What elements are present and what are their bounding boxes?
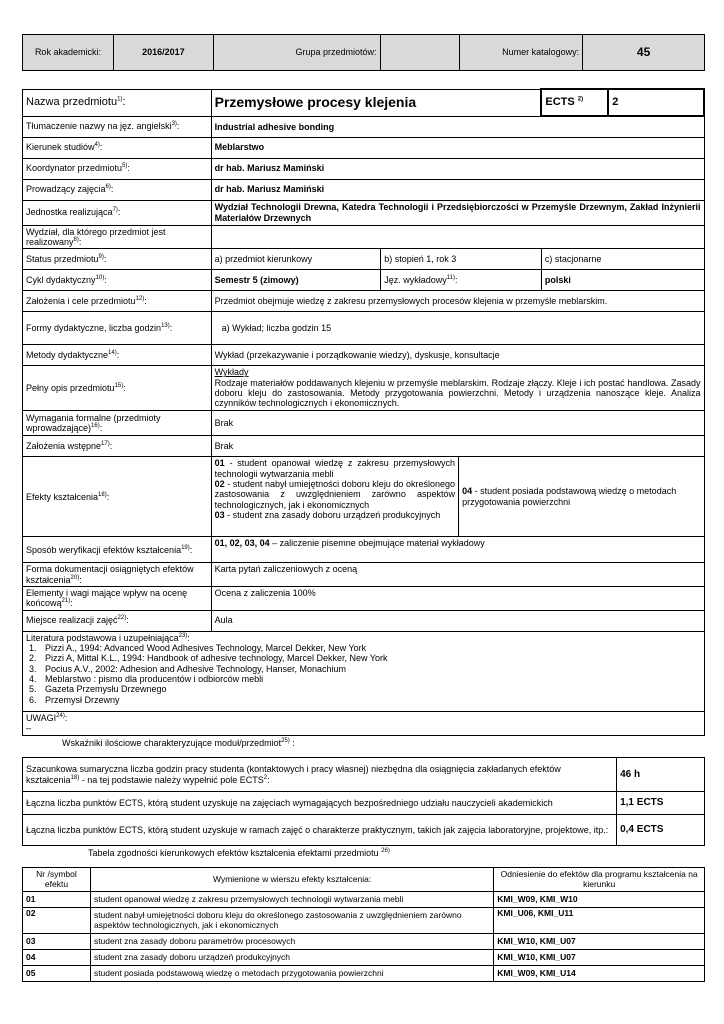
year-label: Rok akademicki: bbox=[23, 35, 114, 71]
place-value: Aula bbox=[211, 610, 704, 631]
unit-value: Wydział Technologii Drewna, Katedra Technologii i Przedsiębiorczości w Przemyśle Drzewnym, Zakład Inżynierii Materiałów Drzewnych bbox=[211, 200, 704, 225]
effect-text: student opanował wiedzę z zakresu przemysłowych technologii wytwarzania mebli bbox=[90, 892, 493, 908]
effect-nr: 01 bbox=[23, 892, 91, 908]
goals-value: Przedmiot obejmuje wiedzę z zakresu przemysłowych procesów klejenia w przemyśle meblarskim. bbox=[211, 291, 704, 312]
table-row bbox=[23, 892, 705, 908]
status-a: a) przedmiot kierunkowy bbox=[211, 249, 381, 270]
table-row bbox=[23, 934, 705, 950]
ects-row-value: 1,1 ECTS bbox=[617, 792, 705, 815]
language-label: Jęz. wykładowy$^{11)}$: bbox=[381, 270, 542, 291]
faculty-value bbox=[211, 225, 704, 249]
remarks-label: UWAGI$^{24)}$: bbox=[26, 712, 68, 723]
cycle-label: Cykl dydaktyczny$^{10)}$: bbox=[23, 270, 212, 291]
effects-left bbox=[211, 457, 458, 537]
goals-label: Założenia i cele przedmiotu$^{12)}$: bbox=[23, 291, 212, 312]
assumptions-value: Brak bbox=[211, 436, 704, 457]
requirements-label: Wymagania formalne (przedmioty wprowadzające)$^{16)}$: bbox=[23, 411, 212, 436]
field-label: Kierunek studiów$^{4)}$: bbox=[23, 137, 212, 158]
effect-text: student posiada podstawową wiedzę o metodach przygotowania powierzchni bbox=[90, 966, 493, 982]
year-value: 2016/2017 bbox=[113, 35, 213, 71]
remarks-value: – bbox=[26, 722, 32, 733]
description-text: Rodzaje materiałów poddawanych klejeniu w przemyśle meblarskim. Rodzaje złączy. Kleje i ich postać handlowa. Zasady doboru kleju do zastosowania. Metody przygotowania powierzchni. Metody i urządzenia nanoszące kleje. Analiza czynników technologicznych i ekonomicznych. bbox=[214, 377, 701, 409]
ects-label: ECTS $^{2)}$ bbox=[541, 89, 608, 116]
ects-row-value: 0,4 ECTS bbox=[617, 815, 705, 846]
effect-ref: KMI_W10, KMI_U07 bbox=[494, 934, 705, 950]
effect-item: 01 - student opanował wiedzę z zakresu przemysłowych technologii wytwarzania mebli bbox=[214, 458, 456, 479]
documentation-label: Forma dokumentacji osiągniętych efektów kształcenia$^{20)}$: bbox=[23, 563, 212, 587]
table-row bbox=[23, 950, 705, 966]
effect-nr: 02 bbox=[23, 908, 91, 934]
ects-row-value: 46 h bbox=[617, 758, 705, 792]
translation-value: Industrial adhesive bonding bbox=[211, 116, 704, 137]
effect-text: student nabył umiejętności doboru kleju do określonego zastosowania z uwzględnieniem zarówno aspektów technologicznych, jak i ekonomicznych bbox=[90, 908, 493, 934]
literature-item: 6. Przemysł Drzewny bbox=[39, 695, 701, 705]
faculty-label: Wydział, dla którego przedmiot jest realizowany$^{8)}$: bbox=[23, 225, 212, 249]
effect-nr: 04 bbox=[23, 950, 91, 966]
description-heading: Wykłady bbox=[214, 367, 249, 378]
effects-caption: Tabela zgodności kierunkowych efektów kształcenia efektami przedmiotu $^{26)}$ bbox=[88, 848, 390, 858]
weights-value: Ocena z zaliczenia 100% bbox=[211, 586, 704, 610]
catalog-label: Numer katalogowy: bbox=[460, 35, 583, 71]
description-value bbox=[211, 366, 704, 411]
literature-label: Literatura podstawowa i uzupełniająca$^{23)}$: bbox=[26, 632, 190, 643]
literature-item: 5. Gazeta Przemysłu Drzewnego bbox=[39, 684, 701, 694]
coordinator-value: dr hab. Mariusz Mamiński bbox=[211, 158, 704, 179]
forms-label: Formy dydaktyczne, liczba godzin$^{13)}$: bbox=[23, 312, 212, 345]
cycle-value: Semestr 5 (zimowy) bbox=[211, 270, 381, 291]
translation-label: Tłumaczenie nazwy na jęz. angielski$^{3)}$: bbox=[23, 116, 212, 137]
language-value: polski bbox=[541, 270, 704, 291]
effect-ref: KMI_U06, KMI_U11 bbox=[494, 908, 705, 934]
effect-ref: KMI_W09, KMI_W10 bbox=[494, 892, 705, 908]
literature-item: 2. Pizzi A, Mittal K.L., 1994: Handbook of adhesive technology, Marcel Dekker, New York bbox=[39, 653, 701, 663]
ects-value: 2 bbox=[608, 89, 704, 116]
effects-table bbox=[22, 867, 705, 982]
effect-nr: 05 bbox=[23, 966, 91, 982]
methods-value: Wykład (przekazywanie i porządkowanie wiedzy), dyskusje, konsultacje bbox=[211, 345, 704, 366]
ects-caption: Wskaźniki ilościowe charakteryzujące moduł/przedmiot$^{25)}$ : bbox=[62, 738, 295, 748]
place-label: Miejsce realizacji zajęć$^{22)}$: bbox=[23, 610, 212, 631]
effect-nr: 03 bbox=[23, 934, 91, 950]
requirements-value: Brak bbox=[211, 411, 704, 436]
coordinator-label: Koordynator przedmiotu$^{5)}$: bbox=[23, 158, 212, 179]
methods-label: Metody dydaktyczne$^{14)}$: bbox=[23, 345, 212, 366]
table-row bbox=[23, 966, 705, 982]
effect-ref: KMI_W09, KMI_U14 bbox=[494, 966, 705, 982]
group-value bbox=[380, 35, 460, 71]
col-ref: Odniesienie do efektów dla programu kształcenia na kierunku bbox=[494, 868, 705, 892]
documentation-value: Karta pytań zaliczeniowych z oceną bbox=[211, 563, 704, 587]
col-effect: Wymienione w wierszu efekty kształcenia: bbox=[90, 868, 493, 892]
verification-label: Sposób weryfikacji efektów kształcenia$^{19)}$: bbox=[23, 537, 212, 563]
ects-row-text: Szacunkowa sumaryczna liczba godzin pracy studenta (kontaktowych i pracy własnej) niezbędna dla osiągnięcia zakładanych efektów kształcenia$^{18)}$ - na tej podstawie należy wypełnić pole ECTS$^2$: bbox=[23, 758, 617, 792]
literature-list bbox=[26, 643, 701, 705]
course-table bbox=[22, 88, 705, 736]
unit-label: Jednostka realizująca$^{7)}$: bbox=[23, 200, 212, 225]
course-name-label: Nazwa przedmiotu$^{1)}$: bbox=[23, 89, 212, 116]
literature-item: 1. Pizzi A., 1994: Advanced Wood Adhesives Technology, Marcel Dekker, New York bbox=[39, 643, 701, 653]
group-label: Grupa przedmiotów: bbox=[213, 35, 380, 71]
ects-row-text: Łączna liczba punktów ECTS, którą student uzyskuje na zajęciach wymagających bezpośredniego udziału nauczycieli akademickich bbox=[23, 792, 617, 815]
table-row bbox=[23, 908, 705, 934]
effect-ref: KMI_W10, KMI_U07 bbox=[494, 950, 705, 966]
ects-table bbox=[22, 757, 705, 846]
course-name: Przemysłowe procesy klejenia bbox=[211, 89, 541, 116]
verification-value: 01, 02, 03, 04 – zaliczenie pisemne obejmujące materiał wykładowy bbox=[211, 537, 704, 563]
field-value: Meblarstwo bbox=[211, 137, 704, 158]
col-nr: Nr /symbol efektu bbox=[23, 868, 91, 892]
effect-text: student zna zasady doboru urządzeń produkcyjnych bbox=[90, 950, 493, 966]
status-b: b) stopień 1, rok 3 bbox=[381, 249, 542, 270]
literature bbox=[23, 631, 705, 711]
assumptions-label: Założenia wstępne$^{17)}$: bbox=[23, 436, 212, 457]
status-label: Status przedmiotu$^{9)}$: bbox=[23, 249, 212, 270]
remarks bbox=[23, 711, 705, 735]
status-c: c) stacjonarne bbox=[541, 249, 704, 270]
weights-label: Elementy i wagi mające wpływ na ocenę końcową$^{21)}$: bbox=[23, 586, 212, 610]
header-table bbox=[22, 34, 705, 71]
effect-text: student zna zasady doboru parametrów procesowych bbox=[90, 934, 493, 950]
effects-label: Efekty kształcenia$^{18)}$: bbox=[23, 457, 212, 537]
lecturer-value: dr hab. Mariusz Mamiński bbox=[211, 179, 704, 200]
literature-item: 4. Meblarstwo : pismo dla producentów i odbiorców mebli bbox=[39, 674, 701, 684]
forms-value: a) Wykład; liczba godzin 15 bbox=[211, 312, 704, 345]
lecturer-label: Prowadzący zajęcia$^{6)}$: bbox=[23, 179, 212, 200]
effect-item: 03 - student zna zasady doboru urządzeń produkcyjnych bbox=[214, 509, 441, 520]
effects-right: 04 - student posiada podstawową wiedzę o metodach przygotowania powierzchni bbox=[459, 457, 704, 537]
literature-item: 3. Pocius A.V., 2002: Adhesion and Adhesive Technology, Hanser, Monachium bbox=[39, 664, 701, 674]
ects-row-text: Łączna liczba punktów ECTS, którą student uzyskuje w ramach zajęć o charakterze praktycznym, takich jak zajęcia laboratoryjne, projektowe, itp.: bbox=[23, 815, 617, 846]
catalog-value: 45 bbox=[583, 35, 705, 71]
effect-item: 02 - student nabył umiejętności doboru kleju do określonego zastosowania z uwzględnieniem zarówno aspektów technologicznych, jak i ekonomicznych bbox=[214, 478, 456, 510]
description-label: Pełny opis przedmiotu$^{15)}$: bbox=[23, 366, 212, 411]
